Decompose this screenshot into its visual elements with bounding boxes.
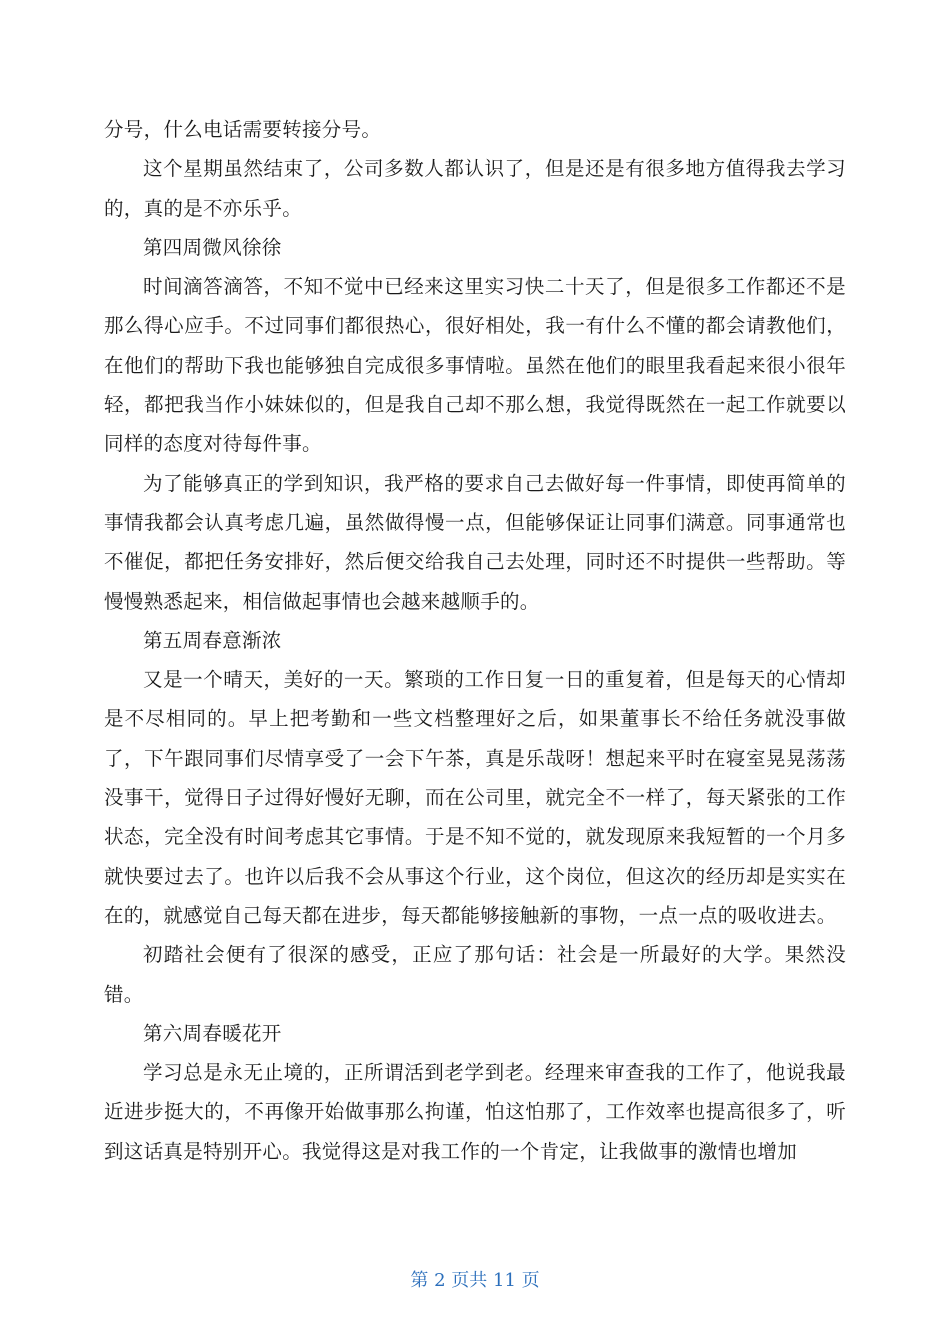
paragraph-6: 初踏社会便有了很深的感受，正应了那句话：社会是一所最好的大学。果然没错。 — [104, 943, 846, 1006]
paragraph-7: 学习总是永无止境的，正所谓活到老学到老。经理来审查我的工作了，他说我最近进步挺大的，不再像开始做事那么拘谨，怕这怕那了，工作效率也提高很多了，听到这话真是特别开心。我觉得这是对我工作的一个肯定，让我做事的激情也增加 — [104, 1061, 846, 1163]
section-heading-week6: 第六周春暖花开 — [143, 1021, 282, 1045]
page-number-footer: 第 2 页共 11 页 — [410, 1270, 540, 1291]
paragraph-5: 又是一个晴天，美好的一天。繁琐的工作日复一日的重复着，但是每天的心情却是不尽相同的。早上把考勤和一些文档整理好之后，如果董事长不给任务就没事做了，下午跟同事们尽情享受了一会下午茶，真是乐哉呀！想起来平时在寝室晃晃荡荡没事干，觉得日子过得好慢好无聊，而在公司里，就完全不一样了，每天紧张的工作状态，完全没有时间考虑其它事情。于是不知不觉的，就发现原来我短暂的一个月多就快要过去了。也许以后我不会从事这个行业，这个岗位，但这次的经历却是实实在在的，就感觉自己每天都在进步，每天都能够接触新的事物，一点一点的吸收进去。 — [104, 668, 846, 927]
section-heading-week5: 第五周春意渐浓 — [143, 628, 282, 652]
paragraph-2: 这个星期虽然结束了，公司多数人都认识了，但是还是有很多地方值得我去学习的，真的是不亦乐乎。 — [104, 157, 846, 220]
paragraph-3: 时间滴答滴答，不知不觉中已经来这里实习快二十天了，但是很多工作都还不是那么得心应手。不过同事们都很热心，很好相处，我一有什么不懂的都会请教他们，在他们的帮助下我也能够独自完成很多事情啦。虽然在他们的眼里我看起来很小很年轻，都把我当作小妹妹似的，但是我自己却不那么想，我觉得既然在一起工作就要以同样的态度对待每件事。 — [104, 275, 846, 456]
paragraph-4: 为了能够真正的学到知识，我严格的要求自己去做好每一件事情，即使再简单的事情我都会认真考虑几遍，虽然做得慢一点，但能够保证让同事们满意。同事通常也不催促，都把任务安排好，然后便交给我自己去处理，同时还不时提供一些帮助。等慢慢熟悉起来，相信做起事情也会越来越顺手的。 — [104, 471, 846, 613]
document-body — [104, 110, 846, 1171]
paragraph-1: 分号，什么电话需要转接分号。 — [104, 118, 382, 141]
section-heading-week4: 第四周微风徐徐 — [143, 235, 282, 259]
